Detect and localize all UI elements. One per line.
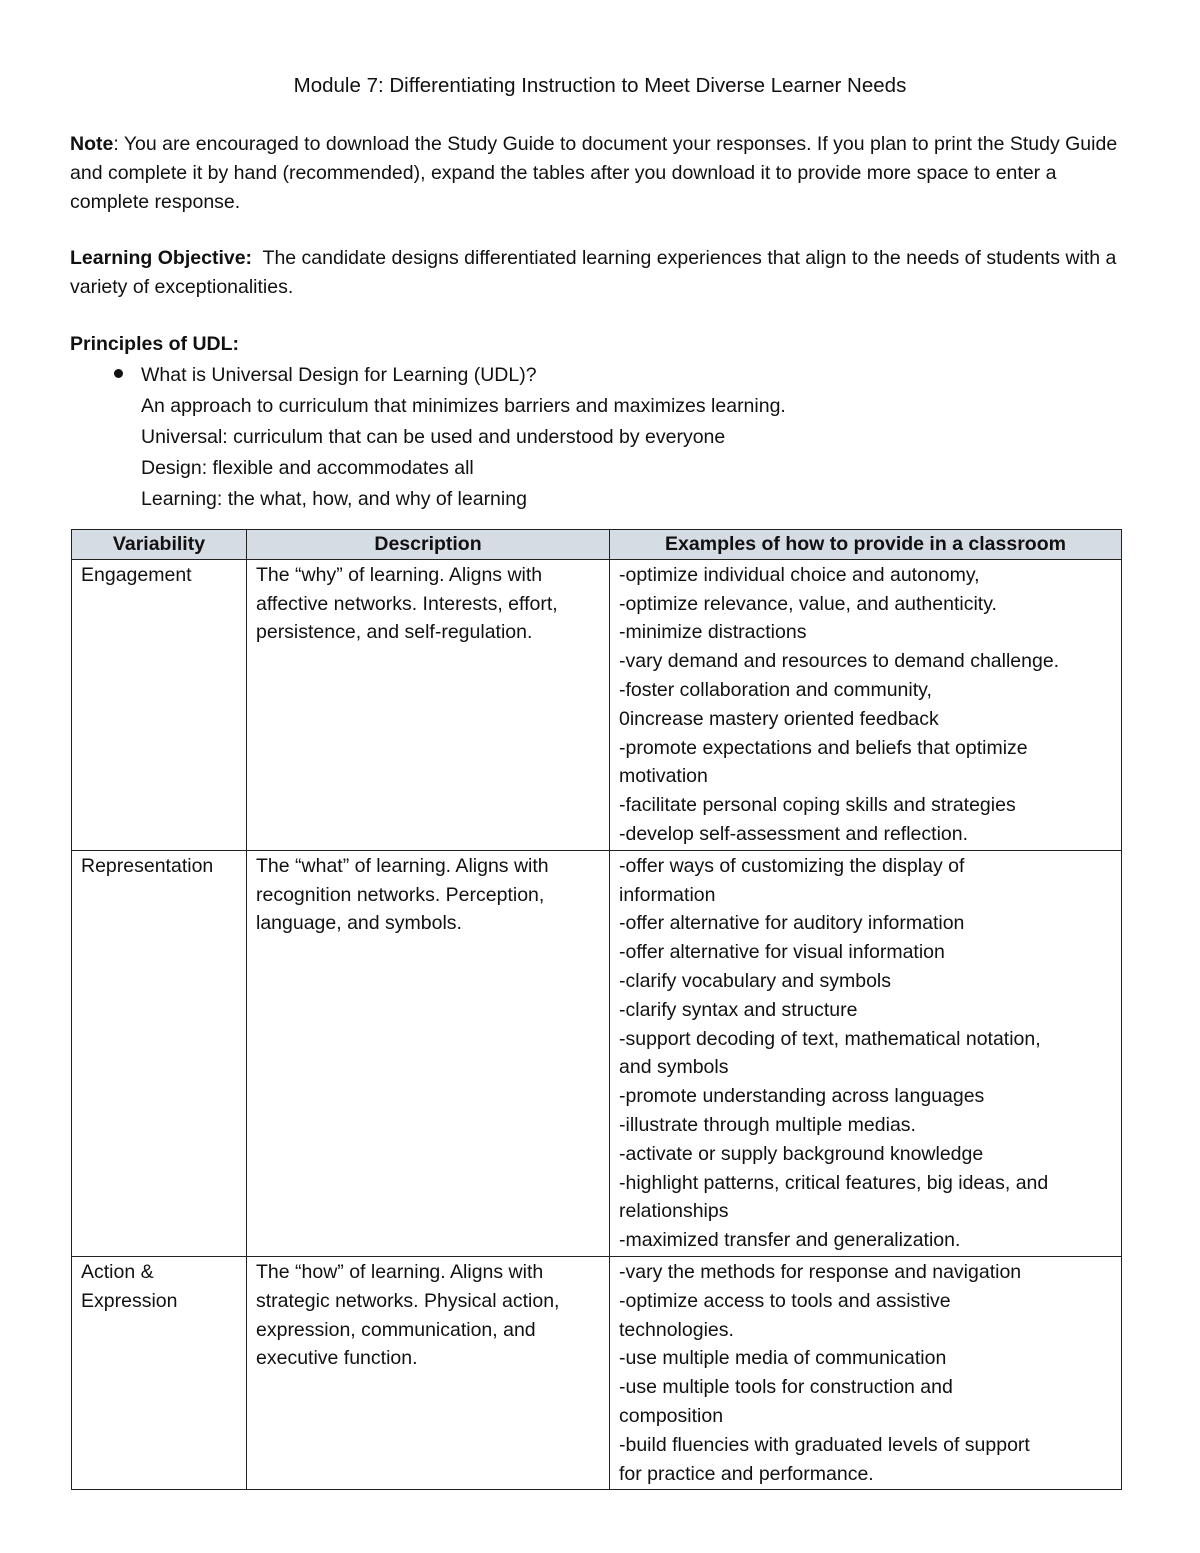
column-header-examples: Examples of how to provide in a classroom <box>610 530 1122 560</box>
bullet-line: An approach to curriculum that minimizes barriers and maximizes learning. <box>141 395 786 417</box>
description-cell: The “what” of learning. Aligns with recognition networks. Perception, language, and symbols. <box>247 850 610 1256</box>
example-line: -offer alternative for visual information <box>619 941 945 964</box>
example-line: -promote expectations and beliefs that optimize <box>619 736 1028 759</box>
bullet-icon <box>114 369 123 378</box>
table-row <box>72 559 1122 850</box>
table-row <box>72 1256 1122 1489</box>
example-line: -optimize individual choice and autonomy, <box>619 563 980 586</box>
example-line: -build fluencies with graduated levels of support <box>619 1433 1030 1456</box>
bullet-line: Design: flexible and accommodates all <box>141 457 474 479</box>
description-cell: The “how” of learning. Aligns with strategic networks. Physical action, expression, communication, and executive function. <box>247 1256 610 1489</box>
learning-objective-label: Learning Objective: <box>70 247 253 269</box>
example-line: -clarify syntax and structure <box>619 998 858 1021</box>
example-line: for practice and performance. <box>619 1462 874 1485</box>
page-title: Module 7: Differentiating Instruction to Meet Diverse Learner Needs <box>293 74 907 97</box>
bullet-line: Universal: curriculum that can be used and understood by everyone <box>141 426 726 448</box>
variability-cell: Representation <box>72 850 247 1256</box>
example-line: -support decoding of text, mathematical notation, <box>619 1027 1041 1050</box>
description-cell: The “why” of learning. Aligns with affective networks. Interests, effort, persistence, and self-regulation. <box>247 559 610 850</box>
example-line: -vary demand and resources to demand challenge. <box>619 650 1060 673</box>
udl-table <box>71 529 1122 1490</box>
learning-objective-paragraph <box>70 244 1130 302</box>
example-line: -offer alternative for auditory information <box>619 912 965 935</box>
example-line: -clarify vocabulary and symbols <box>619 969 892 992</box>
table-row <box>72 850 1122 1256</box>
example-line: -offer ways of customizing the display of <box>619 854 965 877</box>
note-text: : You are encouraged to download the Study Guide to document your responses. If you plan to print the Study Guide and complete it by hand (recommended), expand the tables after you download it to provide more space to enter a complete response. <box>70 133 1118 213</box>
variability-cell: Action & Expression <box>72 1256 247 1489</box>
column-header-variability: Variability <box>72 530 247 560</box>
example-line: -use multiple media of communication <box>619 1347 947 1370</box>
column-header-description: Description <box>247 530 610 560</box>
example-line: 0increase mastery oriented feedback <box>619 707 939 730</box>
note-paragraph <box>70 130 1130 217</box>
example-line: -maximized transfer and generalization. <box>619 1229 961 1252</box>
examples-cell <box>610 850 1122 1256</box>
bullet-line: What is Universal Design for Learning (UDL)? <box>141 364 537 386</box>
example-line: -illustrate through multiple medias. <box>619 1113 916 1136</box>
variability-cell: Engagement <box>72 559 247 850</box>
bullet-line: Learning: the what, how, and why of learning <box>141 488 527 510</box>
example-line: -facilitate personal coping skills and strategies <box>619 794 1016 817</box>
example-line: information <box>619 883 716 906</box>
udl-bullet-list <box>70 360 1130 515</box>
example-line: and symbols <box>619 1056 729 1079</box>
table-header-row <box>72 530 1122 560</box>
example-line: motivation <box>619 765 708 788</box>
example-line: relationships <box>619 1200 729 1223</box>
example-line: -develop self-assessment and reflection. <box>619 822 969 845</box>
example-line: -foster collaboration and community, <box>619 678 932 701</box>
examples-cell <box>610 559 1122 850</box>
example-line: technologies. <box>619 1318 734 1341</box>
learning-objective-text: The candidate designs differentiated learning experiences that align to the needs of students with a variety of exceptionalities. <box>70 247 1122 298</box>
example-line: -optimize access to tools and assistive <box>619 1289 951 1312</box>
examples-cell <box>610 1256 1122 1489</box>
principles-heading: Principles of UDL: <box>70 333 240 355</box>
example-line: -optimize relevance, value, and authenticity. <box>619 592 997 615</box>
example-line: -promote understanding across languages <box>619 1085 985 1108</box>
example-line: -use multiple tools for construction and <box>619 1376 953 1399</box>
example-line: -activate or supply background knowledge <box>619 1142 984 1165</box>
example-line: composition <box>619 1404 724 1427</box>
example-line: -highlight patterns, critical features, big ideas, and <box>619 1171 1049 1194</box>
note-label: Note <box>70 133 114 155</box>
example-line: -minimize distractions <box>619 621 807 644</box>
example-line: -vary the methods for response and navigation <box>619 1260 1022 1283</box>
